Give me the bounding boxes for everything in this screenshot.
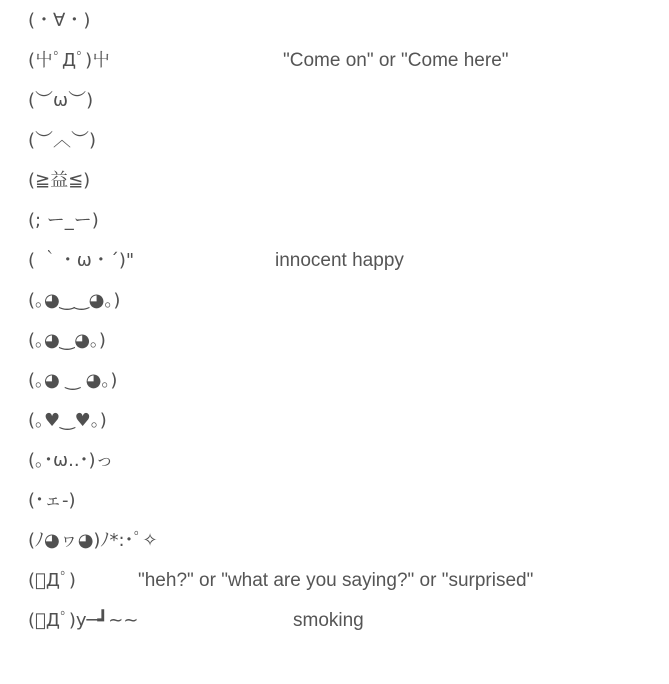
emoticon-row (28, 321, 658, 361)
emoticon-text: (ﾟДﾟ)y─┛~~ (28, 610, 139, 631)
emoticon-text: (屮ﾟДﾟ)屮 (28, 50, 111, 71)
emoticon-text: (; ー_ー) (28, 210, 99, 231)
emoticon-text: (｡･ω..･)っ (28, 450, 114, 471)
emoticon-text: (｡♥‿♥｡) (28, 410, 107, 431)
emoticon-row (28, 601, 658, 641)
emoticon-row (28, 441, 658, 481)
emoticon-row (28, 521, 658, 561)
emoticon-row (28, 81, 658, 121)
emoticon-text: ( ｀・ω・´)" (28, 250, 135, 271)
emoticon-meaning: "Come on" or "Come here" (283, 50, 509, 71)
emoticon-text: (≧益≦) (28, 170, 91, 191)
emoticon-text: (ﾉ◕ヮ◕)ﾉ*:･ﾟ✧ (28, 530, 158, 551)
emoticon-row (28, 121, 658, 161)
emoticon-meaning: "heh?" or "what are you saying?" or "surprised" (138, 570, 534, 591)
emoticon-text: (︶︿︶) (28, 130, 97, 151)
emoticon-text: (･ェ-) (28, 490, 76, 511)
emoticon-text: (｡◕‿‿◕｡) (28, 290, 121, 311)
emoticon-row (28, 281, 658, 321)
emoticon-row (28, 361, 658, 401)
emoticon-row (28, 1, 658, 41)
emoticon-text: (︶ω︶) (28, 90, 94, 111)
emoticon-row (28, 561, 658, 601)
emoticon-row (28, 481, 658, 521)
emoticon-meaning: innocent happy (275, 250, 404, 271)
emoticon-row (28, 201, 658, 241)
emoticon-row (28, 401, 658, 441)
emoticon-text: (・∀・) (28, 10, 91, 31)
emoticon-text: (｡◕ ‿ ◕｡) (28, 370, 118, 391)
emoticon-meaning: smoking (293, 610, 364, 631)
emoticon-row (28, 41, 658, 81)
emoticon-text: (ﾟДﾟ) (28, 570, 76, 591)
emoticon-row (28, 241, 658, 281)
emoticon-row (28, 161, 658, 201)
emoticon-text: (｡◕‿◕｡) (28, 330, 106, 351)
